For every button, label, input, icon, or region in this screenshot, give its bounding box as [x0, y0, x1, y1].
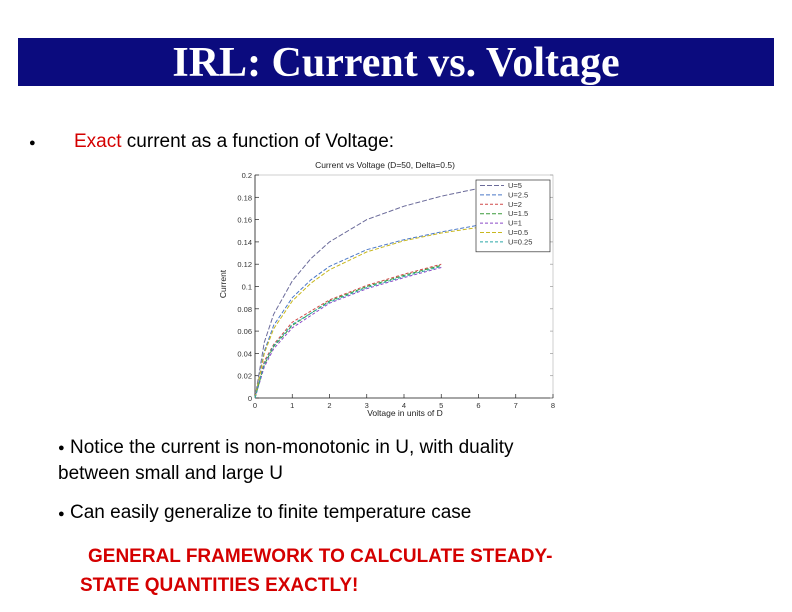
x-tick-label: 5 [439, 401, 444, 410]
y-tick-label: 0.08 [237, 304, 252, 314]
x-tick-label: 7 [513, 401, 518, 410]
bullet-2-line-2: between small and large U [58, 463, 283, 484]
legend-label: U=2 [508, 199, 522, 209]
legend-label: U=5 [508, 181, 522, 190]
bullet-3: Can easily generalize to finite temperature case [70, 502, 472, 523]
bullet-dot-2: ● [58, 442, 65, 454]
bullet-dot-3: ● [58, 508, 65, 520]
bullet-1-text: current as a function of Voltage: [121, 131, 395, 152]
x-tick-label: 2 [327, 401, 332, 410]
framework-line-1: GENERAL FRAMEWORK TO CALCULATE STEADY- [88, 546, 553, 567]
series-line [255, 226, 490, 398]
chart-ylabel: Current [218, 269, 228, 299]
series-line [255, 266, 441, 398]
series-line [255, 265, 441, 398]
series-line [255, 188, 479, 398]
y-tick-label: 0.06 [237, 327, 252, 337]
y-tick-label: 0.04 [237, 349, 252, 359]
legend-label: U=2.5 [508, 190, 529, 200]
bullet-2-line-1: Notice the current is non-monotonic in U, with duality [70, 437, 514, 458]
chart-title: Current vs Voltage (D=50, Delta=0.5) [315, 160, 455, 170]
y-tick-label: 0.14 [237, 237, 252, 247]
y-tick-label: 0 [247, 394, 252, 403]
framework-statement [80, 542, 720, 600]
bullet-dot-1: ● [29, 137, 36, 149]
y-tick-label: 0.02 [237, 371, 252, 381]
bullet-1 [74, 131, 394, 153]
page-title: IRL: Current vs. Voltage [172, 40, 620, 86]
iv-chart [210, 158, 560, 420]
legend-label: U=0.25 [508, 237, 533, 247]
y-tick-label: 0.16 [237, 215, 252, 225]
x-tick-label: 4 [401, 401, 407, 410]
legend-label: U=1 [508, 218, 522, 228]
y-tick-label: 0.18 [237, 193, 252, 203]
x-tick-label: 1 [290, 401, 295, 410]
legend-label: U=1.5 [508, 209, 529, 219]
framework-line-2: STATE QUANTITIES EXACTLY! [80, 575, 359, 596]
series-line [255, 264, 441, 398]
y-tick-label: 0.12 [237, 260, 252, 270]
x-tick-label: 8 [550, 401, 556, 410]
legend-label: U=0.5 [508, 228, 529, 237]
bullet-1-emphasis: Exact [74, 131, 122, 152]
title-bar [18, 38, 774, 86]
y-tick-label: 0.1 [241, 282, 252, 292]
chart-xlabel: Voltage in units of D [367, 408, 443, 418]
y-tick-label: 0.2 [241, 171, 252, 180]
x-tick-label: 6 [476, 401, 481, 410]
x-tick-label: 3 [364, 401, 369, 410]
x-tick-label: 0 [252, 401, 258, 410]
